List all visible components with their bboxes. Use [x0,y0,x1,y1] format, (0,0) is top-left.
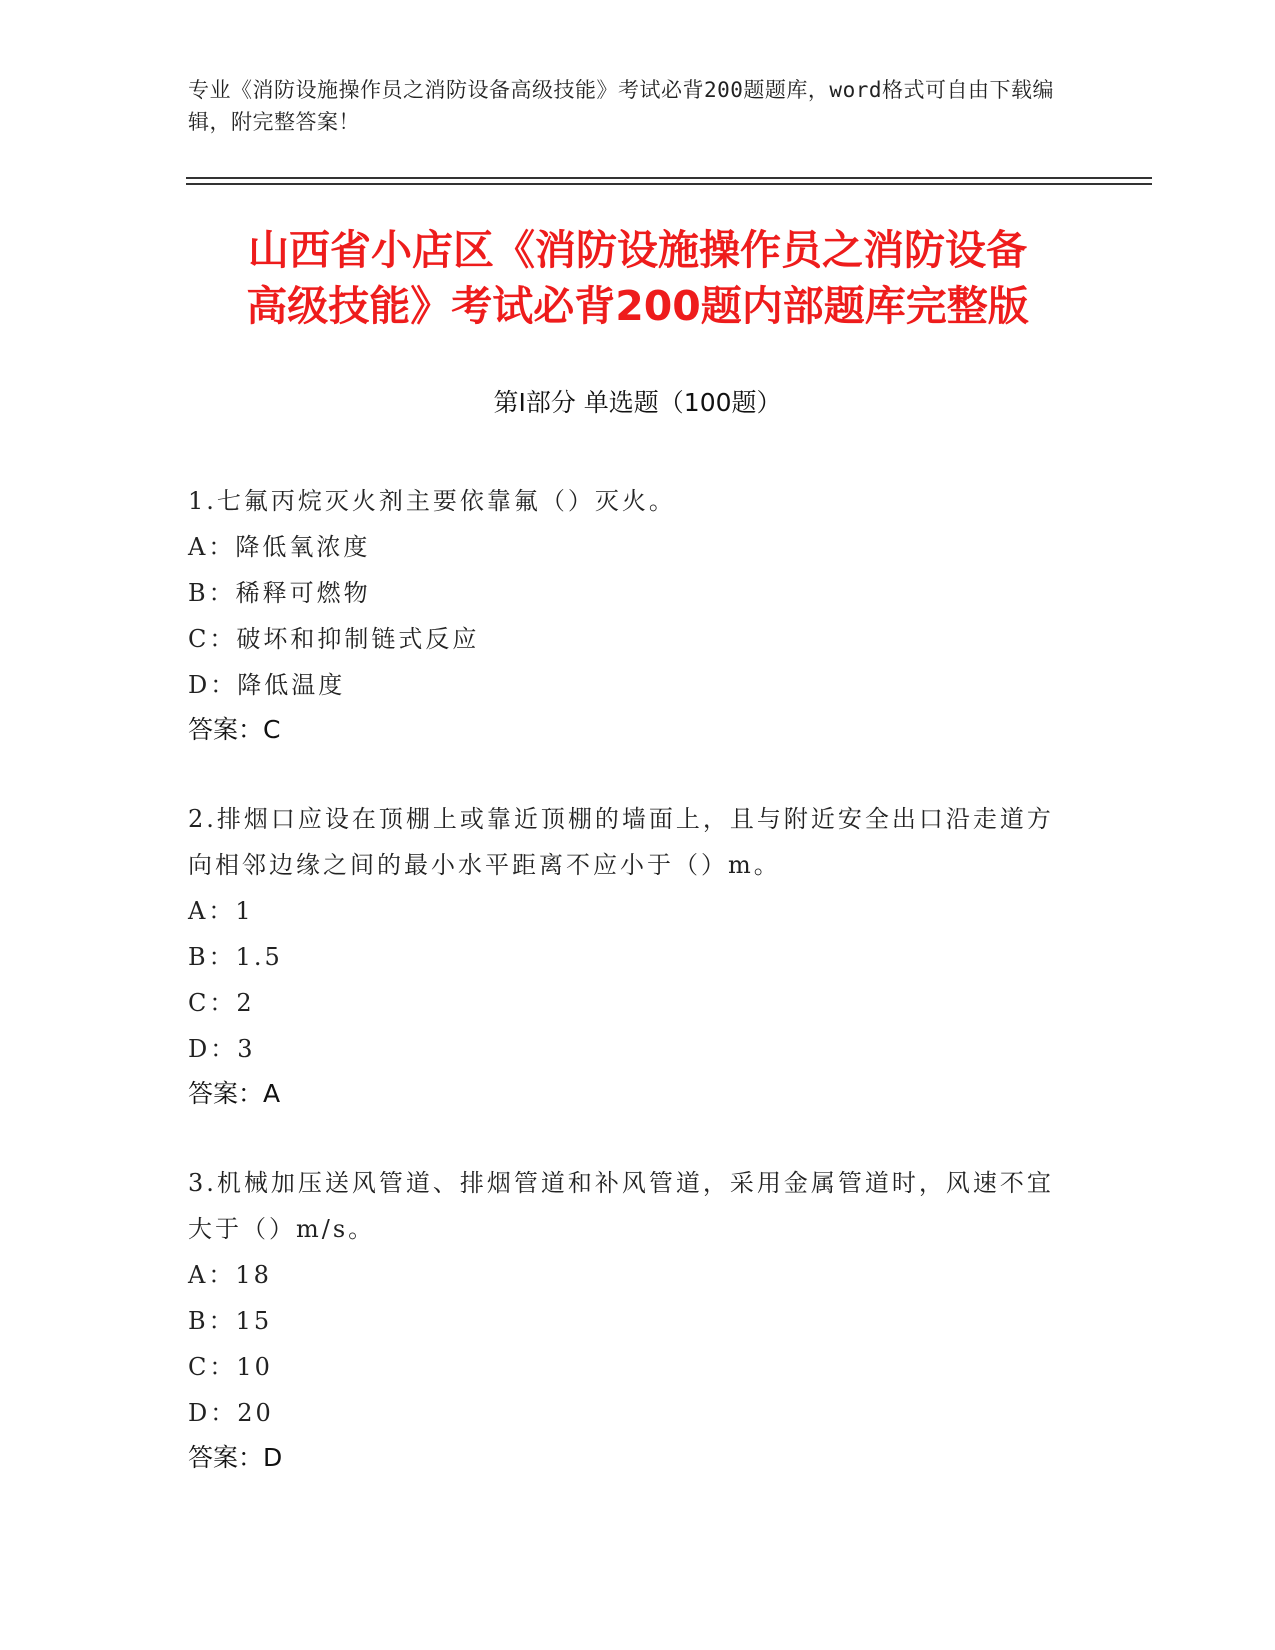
option-a: A：18 [188,1261,272,1289]
option-b: B：1.5 [188,943,283,971]
option-b: B：稀释可燃物 [188,579,371,607]
question-stem: 1.七氟丙烷灭火剂主要依靠氟（）灭火。 [188,487,676,515]
option-d: D：20 [188,1399,274,1427]
question-3 [188,1160,1068,1480]
option-c: C：2 [188,989,255,1017]
section-title: 第Ⅰ部分 单选题（100题） [493,388,782,417]
option-d: D：降低温度 [188,671,346,699]
option-a: A：1 [188,897,254,925]
header-divider-top [186,177,1152,179]
question-stem: 2.排烟口应设在顶棚上或靠近顶棚的墙面上，且与附近安全出口沿走道方向相邻边缘之间的最小水平距离不应小于（）m。 [188,805,1054,879]
option-c: C：破坏和抑制链式反应 [188,625,480,653]
answer: 答案：C [188,715,281,744]
question-list [188,478,1068,1524]
option-a: A：降低氧浓度 [188,533,371,561]
option-c: C：10 [188,1353,273,1381]
option-b: B：15 [188,1307,273,1335]
document-title-line-1: 山西省小店区《消防设施操作员之消防设备 [248,226,1027,274]
question-1 [188,478,1068,752]
option-d: D：3 [188,1035,256,1063]
document-title-line-2: 高级技能》考试必背200题内部题库完整版 [246,282,1029,330]
header-divider-bottom [186,183,1152,185]
answer: 答案：A [188,1079,281,1108]
answer: 答案：D [188,1443,283,1472]
header-note: 专业《消防设施操作员之消防设备高级技能》考试必背200题题库，word格式可自由下载编辑，附完整答案！ [188,78,1054,134]
question-stem: 3.机械加压送风管道、排烟管道和补风管道，采用金属管道时，风速不宜大于（）m/s。 [188,1169,1054,1243]
question-2 [188,796,1068,1116]
document-title [150,222,1125,334]
